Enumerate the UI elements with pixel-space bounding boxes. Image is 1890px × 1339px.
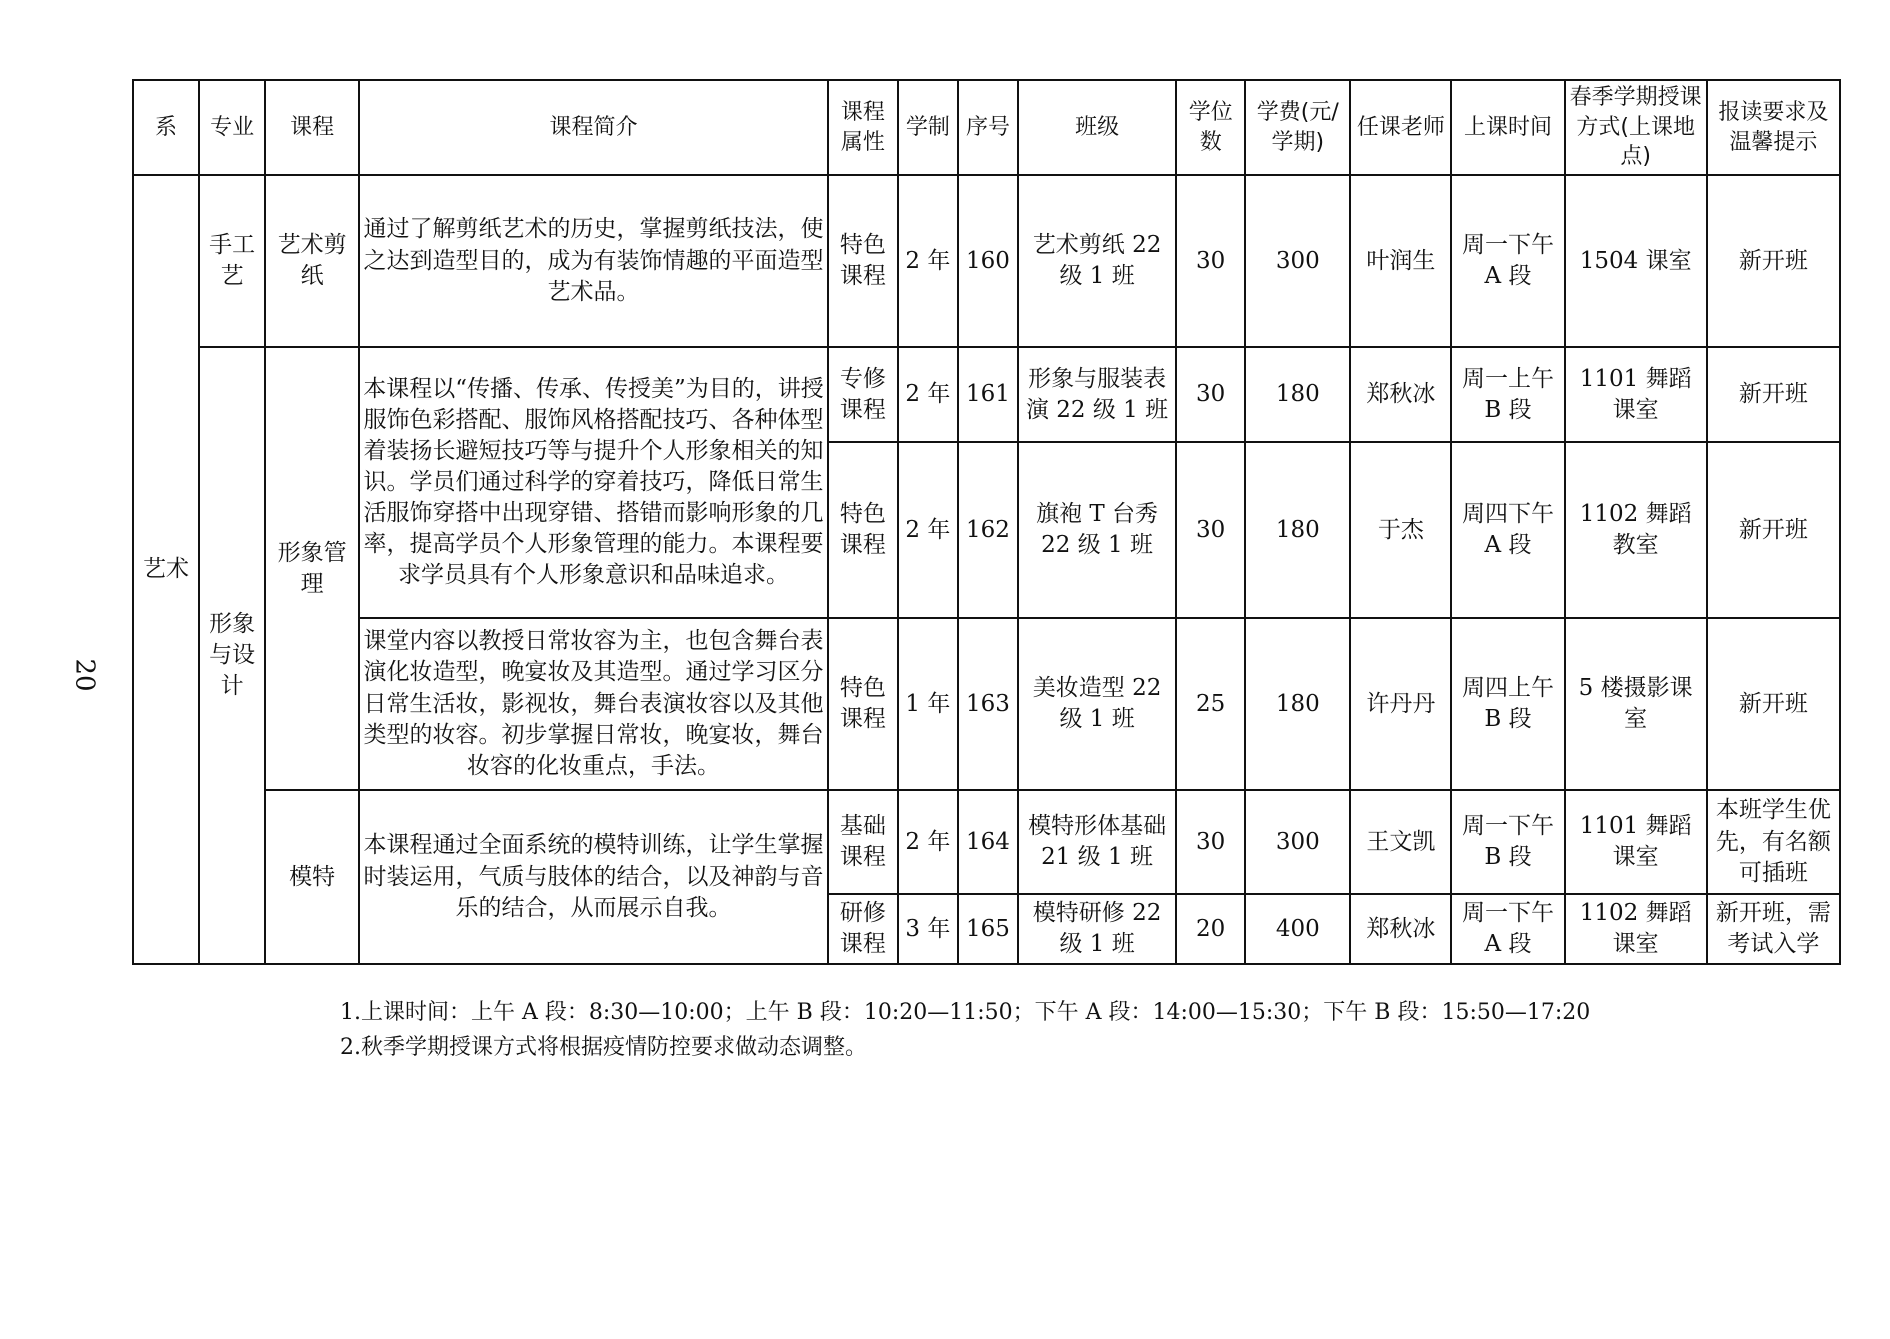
attr-cell: 基础课程 (828, 790, 898, 894)
fee-cell: 180 (1245, 347, 1350, 442)
major-cell: 手工艺 (199, 175, 265, 347)
col-header: 春季学期授课方式(上课地点) (1565, 80, 1707, 175)
years-cell: 3 年 (898, 894, 958, 964)
location-cell: 1101 舞蹈课室 (1565, 347, 1707, 442)
fee-cell: 180 (1245, 618, 1350, 790)
col-header: 班级 (1018, 80, 1176, 175)
time-cell: 周一上午 B 段 (1451, 347, 1564, 442)
seats-cell: 30 (1176, 442, 1245, 618)
time-cell: 周四上午 B 段 (1451, 618, 1564, 790)
col-header: 课程 (265, 80, 359, 175)
table-row (133, 347, 1840, 442)
attr-cell: 特色课程 (828, 442, 898, 618)
number-cell: 161 (958, 347, 1018, 442)
col-header: 专业 (199, 80, 265, 175)
seats-cell: 30 (1176, 175, 1245, 347)
seats-cell: 30 (1176, 790, 1245, 894)
years-cell: 2 年 (898, 790, 958, 894)
note-cell: 新开班 (1707, 175, 1840, 347)
fee-cell: 300 (1245, 175, 1350, 347)
col-header: 学制 (898, 80, 958, 175)
header-row (133, 80, 1840, 175)
time-cell: 周一下午 A 段 (1451, 175, 1564, 347)
col-header: 课程简介 (359, 80, 828, 175)
years-cell: 2 年 (898, 175, 958, 347)
col-header: 系 (133, 80, 199, 175)
teacher-cell: 叶润生 (1350, 175, 1451, 347)
footnotes (340, 995, 1590, 1065)
number-cell: 164 (958, 790, 1018, 894)
note-cell: 新开班 (1707, 347, 1840, 442)
teacher-cell: 郑秋冰 (1350, 894, 1451, 964)
time-cell: 周一下午 A 段 (1451, 894, 1564, 964)
table-row (133, 618, 1840, 790)
col-header: 序号 (958, 80, 1018, 175)
col-header: 任课老师 (1350, 80, 1451, 175)
number-cell: 165 (958, 894, 1018, 964)
years-cell: 2 年 (898, 347, 958, 442)
location-cell: 1101 舞蹈课室 (1565, 790, 1707, 894)
class-cell: 模特形体基础 21 级 1 班 (1018, 790, 1176, 894)
location-cell: 5 楼摄影课室 (1565, 618, 1707, 790)
number-cell: 160 (958, 175, 1018, 347)
fee-cell: 300 (1245, 790, 1350, 894)
col-header: 课程属性 (828, 80, 898, 175)
time-cell: 周四下午 A 段 (1451, 442, 1564, 618)
seats-cell: 20 (1176, 894, 1245, 964)
teacher-cell: 于杰 (1350, 442, 1451, 618)
years-cell: 2 年 (898, 442, 958, 618)
course-cell: 艺术剪纸 (265, 175, 359, 347)
number-cell: 163 (958, 618, 1018, 790)
description-cell: 本课程以“传播、传承、传授美”为目的，讲授服饰色彩搭配、服饰风格搭配技巧、各种体型着装扬长避短技巧等与提升个人形象相关的知识。学员们通过科学的穿着技巧，降低日常生活服饰穿搭中出现穿错、搭错而影响形象的几率，提高学员个人形象管理的能力。本课程要求学员具有个人形象意识和品味追求。 (359, 347, 828, 618)
description-cell: 本课程通过全面系统的模特训练，让学生掌握时装运用，气质与肢体的结合，以及神韵与音乐的结合，从而展示自我。 (359, 790, 828, 964)
fee-cell: 180 (1245, 442, 1350, 618)
course-cell: 形象管理 (265, 347, 359, 790)
note-cell: 本班学生优先，有名额可插班 (1707, 790, 1840, 894)
class-cell: 形象与服装表演 22 级 1 班 (1018, 347, 1176, 442)
col-header: 学费(元/学期) (1245, 80, 1350, 175)
page-number: 20 (69, 658, 100, 692)
class-cell: 旗袍 T 台秀 22 级 1 班 (1018, 442, 1176, 618)
location-cell: 1102 舞蹈教室 (1565, 442, 1707, 618)
years-cell: 1 年 (898, 618, 958, 790)
attr-cell: 研修课程 (828, 894, 898, 964)
attr-cell: 特色课程 (828, 618, 898, 790)
class-cell: 艺术剪纸 22 级 1 班 (1018, 175, 1176, 347)
fee-cell: 400 (1245, 894, 1350, 964)
teacher-cell: 许丹丹 (1350, 618, 1451, 790)
attr-cell: 特色课程 (828, 175, 898, 347)
table-row (133, 175, 1840, 347)
number-cell: 162 (958, 442, 1018, 618)
time-cell: 周一下午 B 段 (1451, 790, 1564, 894)
seats-cell: 30 (1176, 347, 1245, 442)
footnote: 2.秋季学期授课方式将根据疫情防控要求做动态调整。 (340, 1035, 867, 1061)
footnote: 1.上课时间：上午 A 段：8:30—10:00；上午 B 段：10:20—11:50；下午 A 段：14:00—15:30；下午 B 段：15:50—17:20 (340, 1000, 1591, 1025)
location-cell: 1102 舞蹈课室 (1565, 894, 1707, 964)
class-cell: 模特研修 22 级 1 班 (1018, 894, 1176, 964)
teacher-cell: 王文凯 (1350, 790, 1451, 894)
course-table (132, 79, 1841, 965)
department-cell: 艺术 (133, 175, 199, 964)
seats-cell: 25 (1176, 618, 1245, 790)
col-header: 学位数 (1176, 80, 1245, 175)
class-cell: 美妆造型 22 级 1 班 (1018, 618, 1176, 790)
location-cell: 1504 课室 (1565, 175, 1707, 347)
description-cell: 课堂内容以教授日常妆容为主，也包含舞台表演化妆造型，晚宴妆及其造型。通过学习区分日常生活妆，影视妆，舞台表演妆容以及其他类型的妆容。初步掌握日常妆，晚宴妆，舞台妆容的化妆重点，手法。 (359, 618, 828, 790)
description-cell: 通过了解剪纸艺术的历史，掌握剪纸技法，使之达到造型目的，成为有装饰情趣的平面造型艺术品。 (359, 175, 828, 347)
note-cell: 新开班，需考试入学 (1707, 894, 1840, 964)
note-cell: 新开班 (1707, 442, 1840, 618)
note-cell: 新开班 (1707, 618, 1840, 790)
teacher-cell: 郑秋冰 (1350, 347, 1451, 442)
major-cell: 形象与设计 (199, 347, 265, 964)
col-header: 上课时间 (1451, 80, 1564, 175)
course-cell: 模特 (265, 790, 359, 964)
attr-cell: 专修课程 (828, 347, 898, 442)
table-row (133, 790, 1840, 894)
col-header: 报读要求及温馨提示 (1707, 80, 1840, 175)
